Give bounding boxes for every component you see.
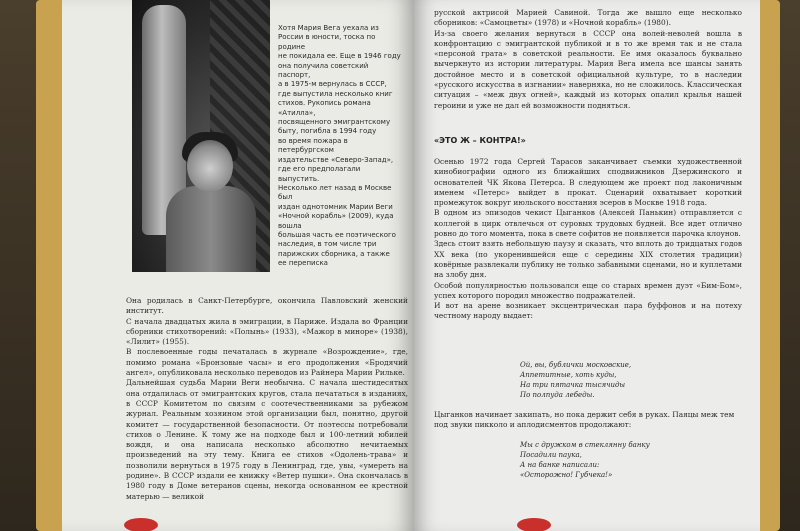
right-page-top-text: русской актрисой Марией Савиной. Тогда же вышло еще несколько сборников: «Самоцветы» (1978) и «Ночной корабль» (1980). Из-за своего желания вернуться в СССР она волей-неволей вошла в конфронтацию с эмигрантской публикой и в то же время так и не стала «персоной грата» в советской реальности. Ее имя оказалось буквально вычеркнуто из истории литературы. Мария Вега имела все шансы занять достойное место и в советской официальной культуре, то в наследии «русского искусства в изгнании» наверняка, но не сложилось. Классическая ситуация – «меж двух огней», каждый из которых опалил крылья нашей героини и уже не дал ей возможности подняться. [434,8,742,110]
right-page-bottom-text: Цыганков начинает закипать, но пока держит себя в руках. Паяцы меж тем под звуки пикколо и аплодисментов продолжают: [434,410,735,430]
portrait-photo [132,0,270,272]
left-page-text: Она родилась в Санкт-Петербурге, окончила Павловский женский институт. С начала двадцатых жила в эмиграции, в Париже. Издала во Франции сборники стихотворений: «Полынь» (1933), «Мажор в миноре» (1938), «Лилит» (1955). В послевоенные годы печаталась в журнале «Возрождение», где, помимо романа «Бронзовые часы» и его продолжения «Бродячий ангел», опубликовала несколько переводов из Райнера Марии Рильке. Дальнейшая судьба Марии Веги необычна. С начала шестидесятых она отдалилась от эмигрантских кругов, стала печататься в изданиях, в СССР Комитетом по связям с соотечественниками за рубежом журнал. Реальным хозяином этой организации был, понятно, другой комитет — государственной безопасности. От поэтессы потребовали стихов о Ленине. К тому же на подходе был и 100-летний юбилей вождя, и она написала несколько абсолютно нечитаемых произведений на эту тему. Книга ее стихов «Одолень-трава» и позволили вернуться в 1975 году в Ленинград, где, увы, «умереть на родине». В СССР издали ее книжку «Ветер пушки». Она скончалась в 1980 году в Доме ветеранов сцены, некогда основанном ее крестной матерью — великой [126,296,408,501]
fingertip-right [517,518,551,531]
fingertip-left [124,518,158,531]
poem-verse-1: Ой, вы, бублички московские, Аппетитные, хоть куды, На три пятачка тысячиды По полпуда лебеды. [520,361,632,399]
photo-caption: Хотя Мария Вега уехала из России в юности, тоска по родине не покидала ее. Еще в 1946 году она получила советский паспорт, а в 1975-м вернулась в СССР, где выпустила несколько книг стихов. Рукопись романа «Атилла», посвященного эмигрантскому быту, погибла в 1994 году во время пожара в петербургском издательстве «Северо-Запад», где его предполагали выпустить. Несколько лет назад в Москве был издан однотомник Марии Веги «Ночной корабль» (2009), куда вошла большая часть ее поэтического наследия, в том числе три парижских сборника, а также ее переписка [278,24,401,268]
woman-coat [166,186,256,272]
woman-face [187,140,233,192]
section-heading: «ЭТО Ж – КОНТРА!» [434,136,526,145]
poem-verse-2: Мы с дружком в стеклянну банку Посадили паука, А на банке написали: «Осторожно! Губчека!» [520,441,650,479]
right-page-text: Осенью 1972 года Сергей Тарасов заканчивает съемки художественной кинобиографии одного из ближайших сподвижников Дзержинского и основателей ЧК Якова Петерса. В следующем же проект под лаконичным именем «Петерс» выйдет в прокат. Сценарий охватывает короткий промежуток вокруг июльского восстания эсеров в Москве 1918 года. В одном из эпизодов чекист Цыганков (Алексей Панькин) отправляется с коллегой в цирк отвлечься от суровых трудовых будней. Все идет отлично ровно до того момента, пока в свете софитов не появляется парочка клоунов. Здесь стоит взять небольшую паузу и сказать, что вплоть до тридцатых годов XX века (по укоренившейся еще с середины XIX столетия традиции) ковёрные развлекали публику не только забавными сценами, но и куплетами на злобу дня. Особой популярностью пользовался еще со старых времен дуэт «Бим-Бом», успех которого породил множество подражателей. И вот на арене возникает эксцентрическая пара буффонов и на потеху честному народу выдает: [434,157,742,321]
